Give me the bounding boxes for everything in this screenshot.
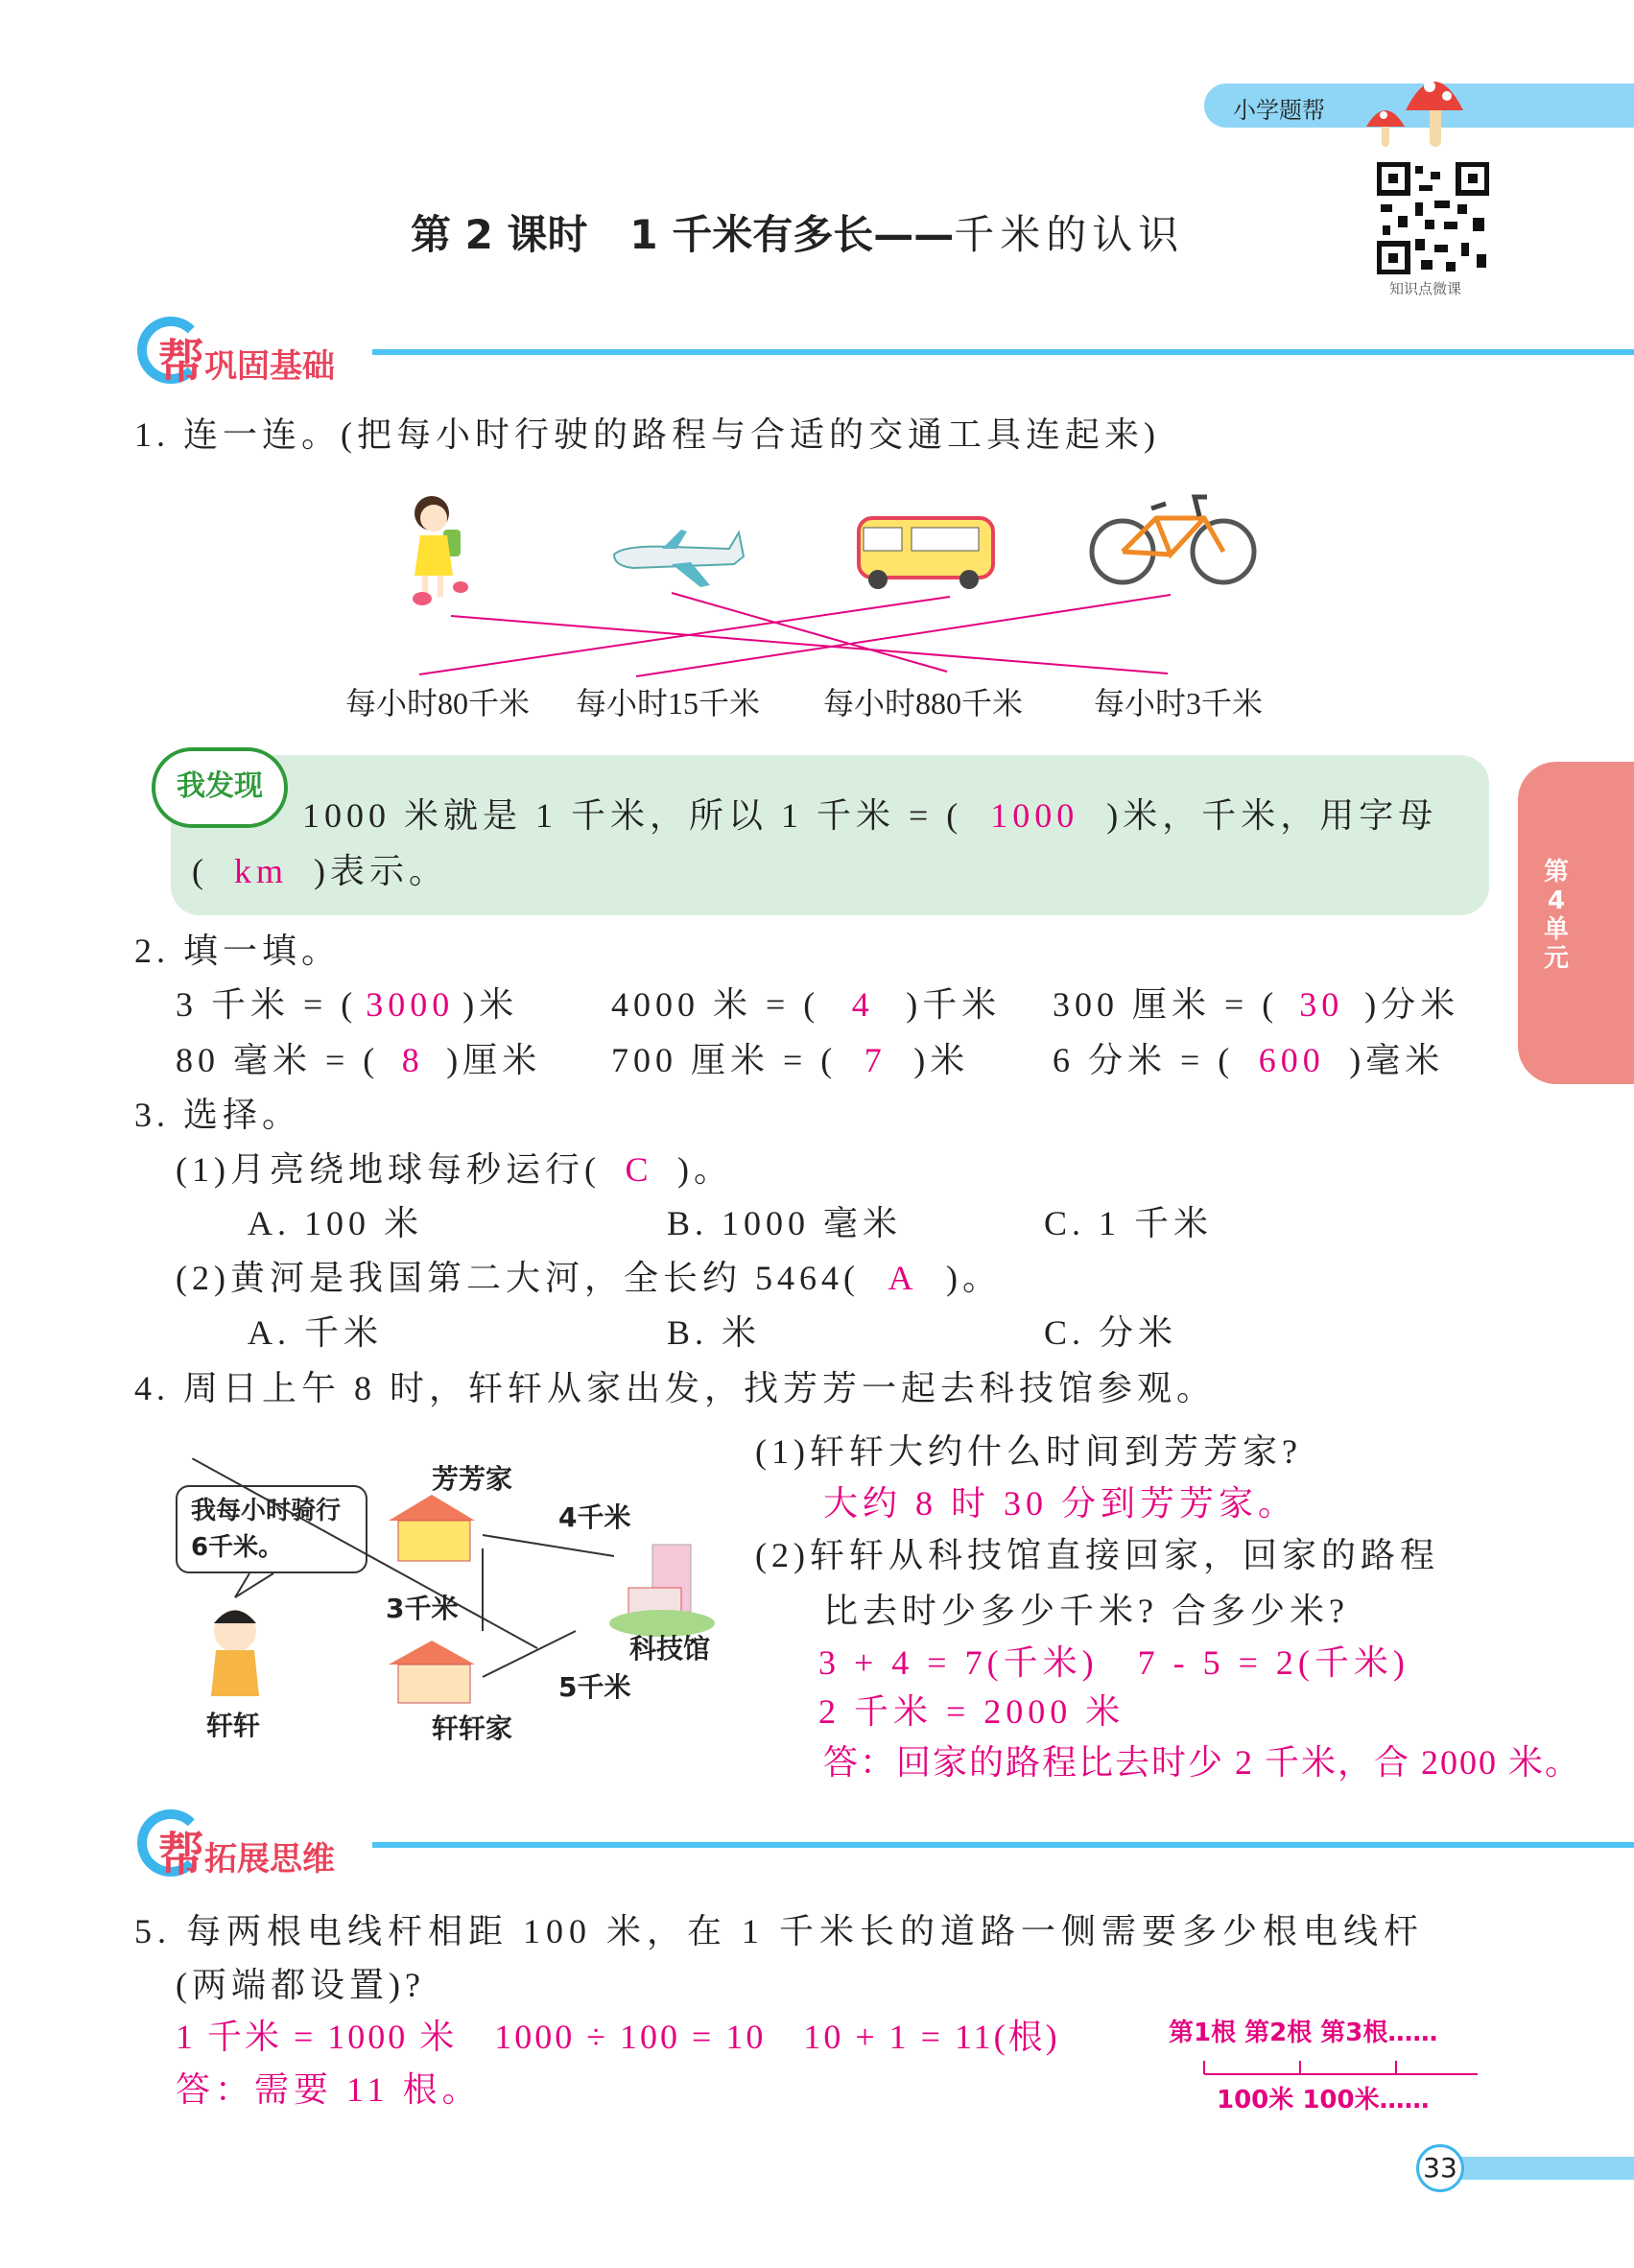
- answer: 3000: [366, 985, 455, 1024]
- answer: 1000: [990, 796, 1079, 835]
- q3-title: 3. 选择。: [134, 1096, 302, 1134]
- option-b: B. 米: [667, 1313, 762, 1352]
- text: 700 厘米 = (: [611, 1041, 838, 1079]
- fill-blank-item: [611, 1033, 969, 1082]
- text: 1000 米就是 1 千米，所以 1 千米 = (: [302, 796, 963, 835]
- text: 4000 米 = (: [611, 985, 820, 1024]
- pole-diagram-bottom: 100米 100米……: [1217, 2086, 1430, 2114]
- xuanxuan-house-icon: [389, 1641, 475, 1703]
- lesson-number: 第 2 课时: [411, 211, 588, 258]
- text: )千米: [906, 985, 1002, 1024]
- label-fangfang-home: 芳芳家: [432, 1463, 513, 1495]
- section-label: 巩固基础: [204, 347, 336, 386]
- qr-code-icon[interactable]: [1377, 162, 1489, 274]
- boy-icon: [211, 1610, 259, 1696]
- answer: 600: [1258, 1041, 1325, 1079]
- text: )米: [913, 1041, 970, 1079]
- q5-text: 5. 每两根电线杆相距 100 米，在 1 千米长的道路一侧需要多少根电线杆: [134, 1912, 1425, 1950]
- q5-answer1: 1 千米 = 1000 米 1000 ÷ 100 = 10 10 + 1 = 11(根): [176, 2018, 1060, 2056]
- label-xuanxuan: 轩轩: [206, 1710, 261, 1741]
- fangfang-house-icon: [389, 1495, 475, 1561]
- answer: C: [625, 1150, 653, 1189]
- discover-line1: [302, 789, 1437, 838]
- q3-part2: [176, 1251, 1002, 1300]
- bicycle-icon: [1092, 497, 1254, 582]
- qr-caption: 知识点微课: [1389, 282, 1462, 297]
- q3-part1: [176, 1143, 733, 1192]
- label-distance-5km: 5千米: [558, 1671, 631, 1703]
- speed-label: 每小时880千米: [823, 686, 1024, 721]
- lesson-subtitle: 千米的认识: [954, 214, 1185, 258]
- q2-title: 2. 填一填。: [134, 932, 342, 970]
- speech-bubble: 我每小时骑行6千米。: [176, 1485, 367, 1573]
- q4-answer2: 2 千米 = 2000 米: [818, 1692, 1125, 1731]
- q4-part2: (2)轩轩从科技馆直接回家，回家的路程: [755, 1536, 1439, 1574]
- text: 300 厘米 = (: [1053, 985, 1279, 1024]
- text: )表示。: [314, 852, 448, 890]
- text: (: [192, 852, 208, 890]
- q1-text: 1. 连一连。(把每小时行驶的路程与合适的交通工具连起来): [134, 415, 1160, 454]
- section-extend: [137, 1809, 1500, 1881]
- label-distance-3km: 3千米: [386, 1593, 459, 1624]
- text: (1)月亮绕地球每秒运行(: [176, 1150, 601, 1189]
- answer: 8: [401, 1041, 424, 1079]
- text: )米: [462, 985, 519, 1024]
- text: )厘米: [446, 1041, 542, 1079]
- option-a: A. 100 米: [248, 1204, 423, 1242]
- answer: 7: [864, 1041, 887, 1079]
- girl-icon: [413, 496, 468, 605]
- page-bar: [1458, 2157, 1634, 2180]
- text: )毫米: [1349, 1041, 1445, 1079]
- page-number: 33: [1416, 2144, 1464, 2192]
- bus-icon: [859, 518, 993, 589]
- section-label: 拓展思维: [204, 1840, 336, 1878]
- section-basic: [137, 317, 1500, 389]
- label-xuanxuan-home: 轩轩家: [432, 1713, 513, 1744]
- answer-lines: [419, 593, 1171, 676]
- lesson-main-title: 1 千米有多长——: [629, 211, 955, 258]
- q4-answer2: 3 + 4 = 7(千米) 7 - 5 = 2(千米): [818, 1643, 1409, 1682]
- fill-blank-item: [176, 978, 518, 1027]
- museum-icon: [609, 1545, 715, 1637]
- fill-blank-item: [611, 978, 1001, 1027]
- unit-tab-label: 第4单元: [1543, 858, 1569, 973]
- text: 80 毫米 = (: [176, 1041, 380, 1079]
- mushroom-icon: [1362, 58, 1468, 149]
- answer: 4: [851, 985, 874, 1024]
- speed-label: 每小时3千米: [1094, 686, 1264, 721]
- fill-blank-item: [176, 1033, 541, 1082]
- text: )。: [676, 1150, 733, 1189]
- option-c: C. 1 千米: [1044, 1204, 1214, 1242]
- text: 6 分米 = (: [1053, 1041, 1235, 1079]
- option-c: C. 分米: [1044, 1313, 1178, 1352]
- text: (2)黄河是我国第二大河，全长约 5464(: [176, 1259, 860, 1297]
- lesson-title: [411, 203, 1184, 261]
- fill-blank-item: [1053, 978, 1459, 1027]
- answer: km: [233, 852, 288, 890]
- q1-matching-area: [0, 480, 1634, 710]
- q4-part2-cont: 比去时少多少千米? 合多少米?: [823, 1592, 1349, 1630]
- fill-blank-item: [1053, 1033, 1444, 1082]
- text: )。: [945, 1259, 1002, 1297]
- answer: A: [888, 1259, 918, 1297]
- route-map: [192, 1458, 748, 1746]
- option-a: A. 千米: [248, 1313, 383, 1352]
- section-icon-char: 帮: [158, 1828, 205, 1881]
- airplane-icon: [614, 530, 744, 587]
- brand-label: 小学题帮: [1233, 97, 1325, 124]
- text: 3 千米 = (: [176, 985, 358, 1024]
- q4-part1: (1)轩轩大约什么时间到芳芳家?: [755, 1432, 1302, 1471]
- q5-answer2: 答：需要 11 根。: [176, 2070, 482, 2109]
- q4-title: 4. 周日上午 8 时，轩轩从家出发，找芳芳一起去科技馆参观。: [134, 1369, 1217, 1407]
- option-b: B. 1000 毫米: [667, 1204, 903, 1242]
- section-divider: [372, 349, 1634, 355]
- pole-diagram-top: 第1根 第2根 第3根……: [1169, 2019, 1438, 2047]
- label-distance-4km: 4千米: [558, 1501, 631, 1533]
- answer: 30: [1299, 985, 1344, 1024]
- section-icon-char: 帮: [158, 335, 205, 389]
- label-museum: 科技馆: [629, 1633, 711, 1665]
- q4-answer2: 答：回家的路程比去时少 2 千米，合 2000 米。: [823, 1743, 1582, 1782]
- text: )米，千米，用字母: [1106, 796, 1438, 835]
- pole-diagram-line: [1199, 2053, 1487, 2082]
- q4-answer1: 大约 8 时 30 分到芳芳家。: [823, 1484, 1298, 1523]
- speed-label: 每小时80千米: [345, 686, 531, 721]
- discover-badge: 我发现: [152, 747, 288, 828]
- unit-tab[interactable]: [1518, 762, 1634, 1084]
- section-divider: [372, 1842, 1634, 1848]
- speed-label: 每小时15千米: [576, 686, 761, 721]
- text: )分米: [1364, 985, 1460, 1024]
- discover-line2: [192, 844, 448, 893]
- q5-text-cont: (两端都设置)?: [176, 1966, 425, 2004]
